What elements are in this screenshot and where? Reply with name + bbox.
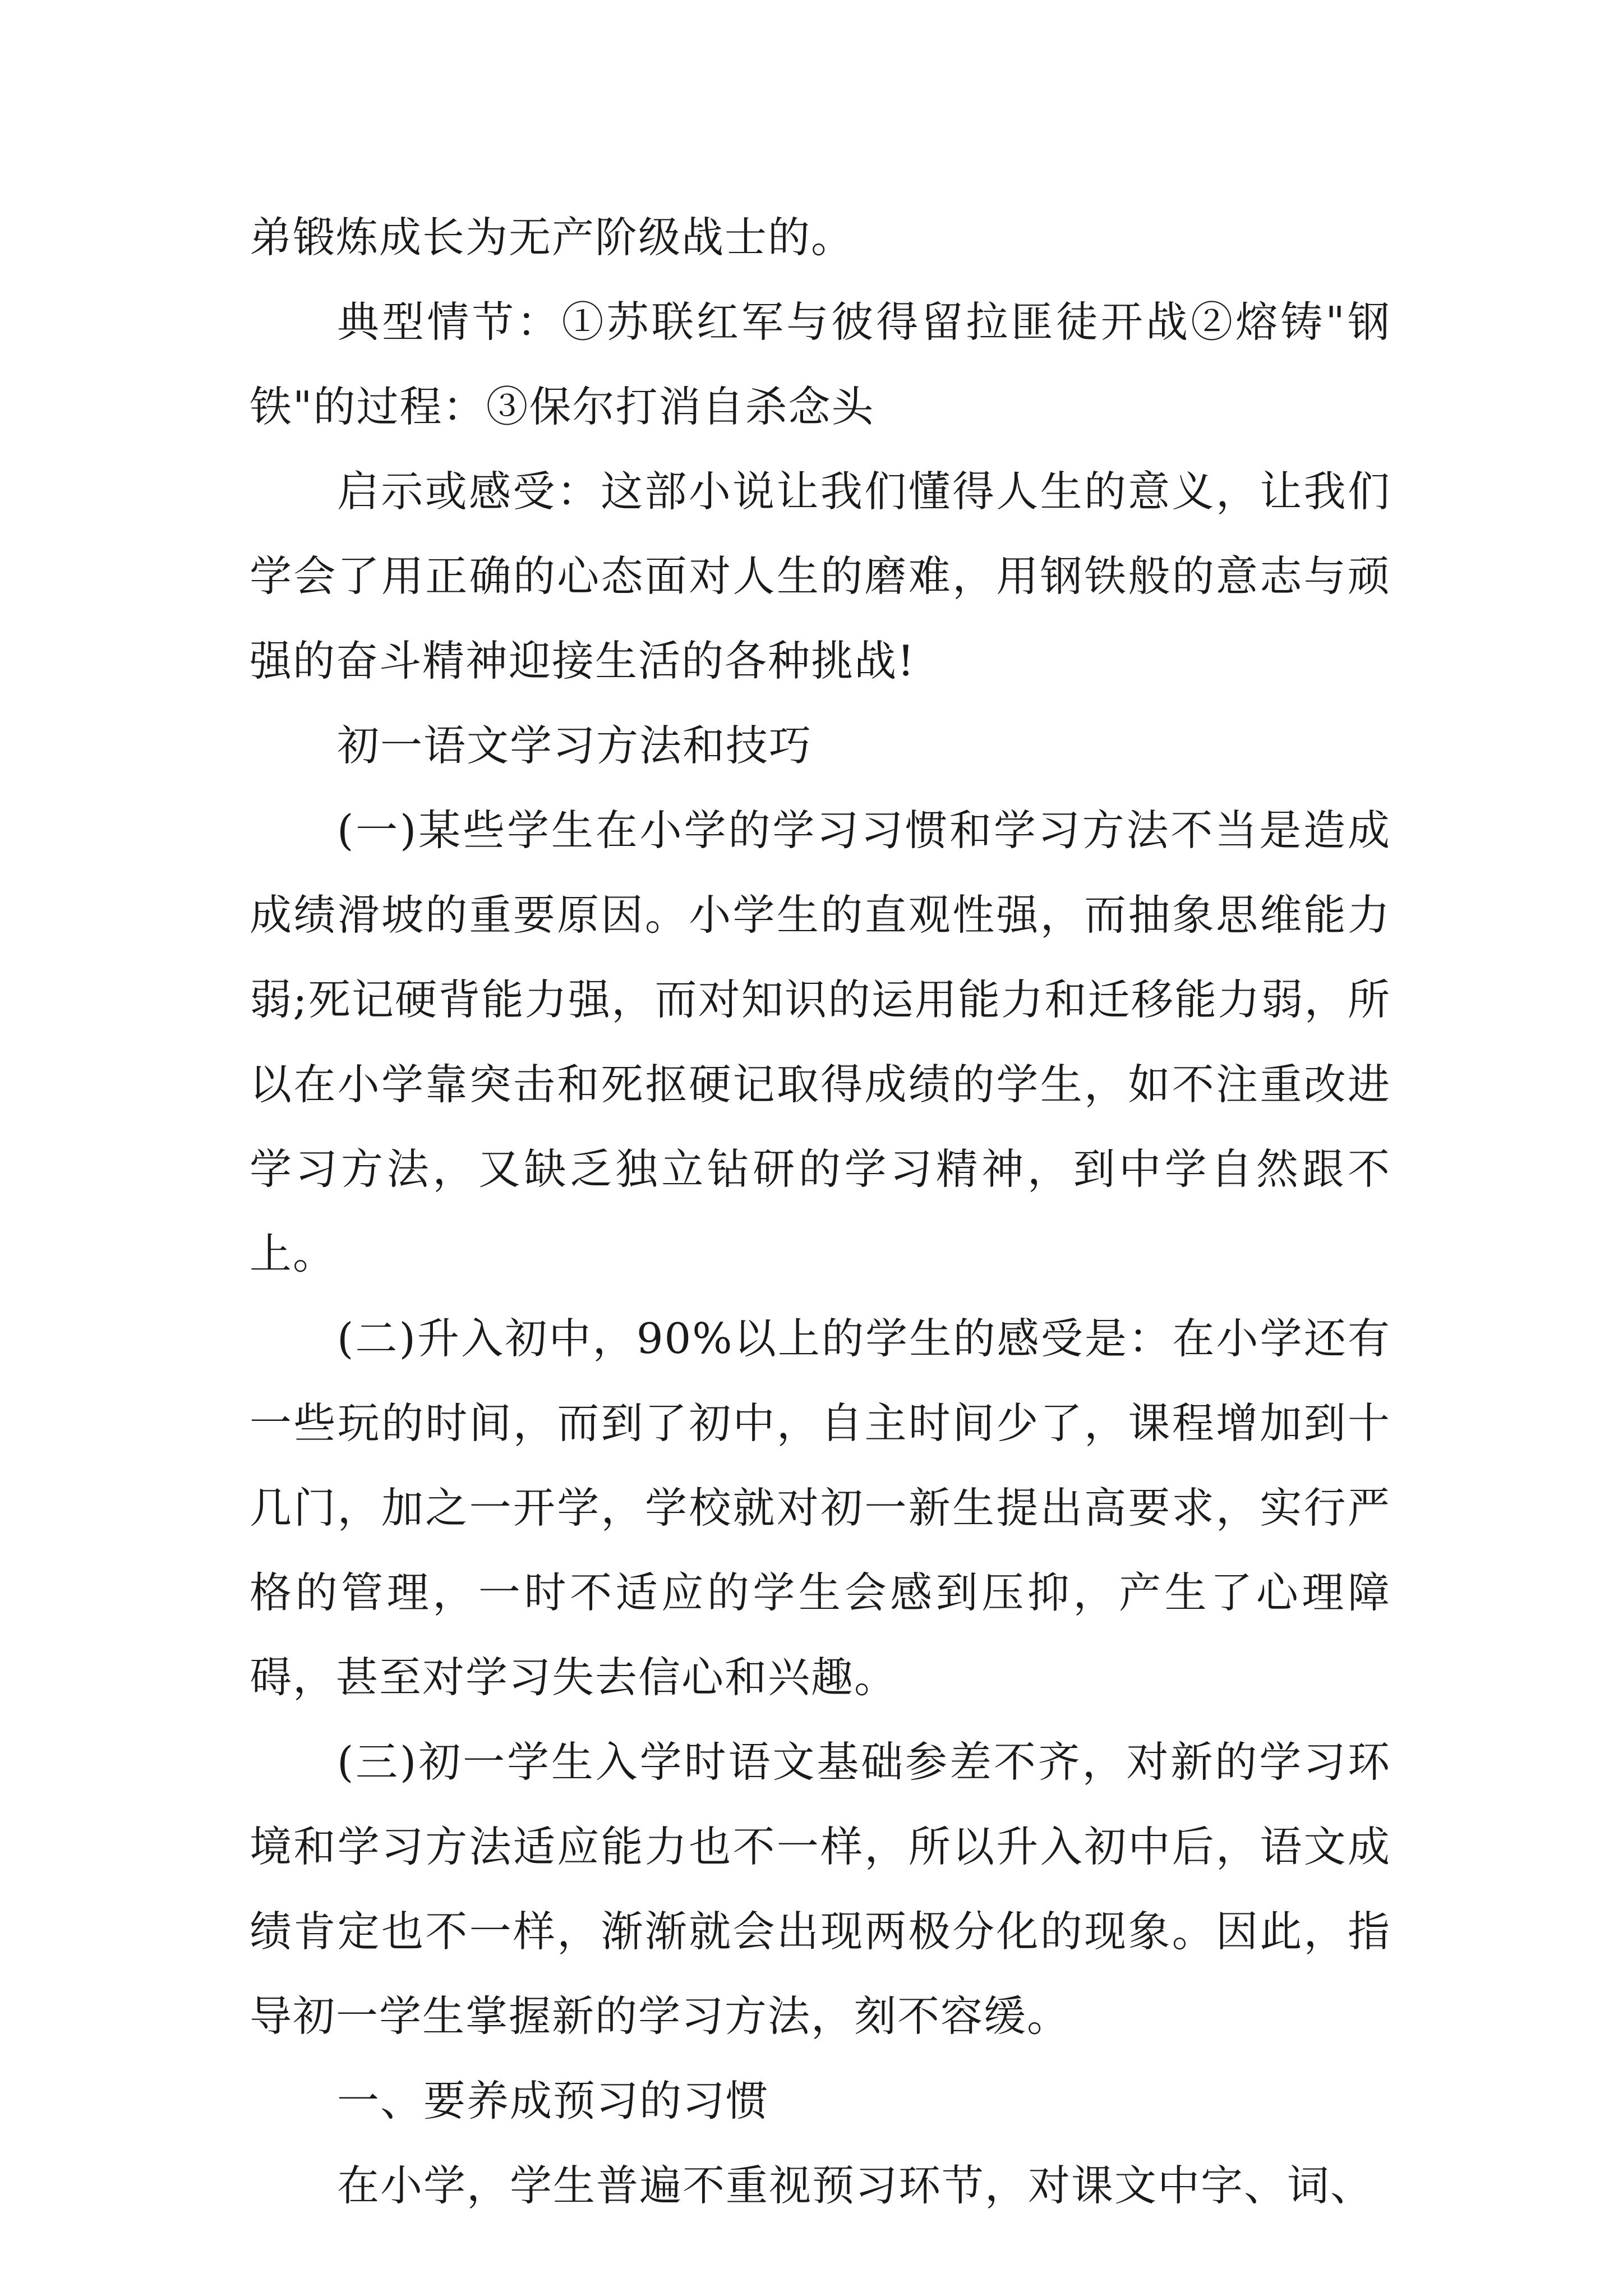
paragraph-6: (二)升入初中，90%以上的学生的感受是：在小学还有一些玩的时间，而到了初中，自主时间少了，课程增加到十几门，加之一开学，学校就对初一新生提出高要求，实行严格的管理，一时不适应的学生会感到压抑，产生了心理障碍，甚至对学习失去信心和兴趣。: [250, 1314, 1391, 1702]
paragraph-7: (三)初一学生入学时语文基础参差不齐，对新的学习环境和学习方法适应能力也不一样，所以升入初中后，语文成绩肯定也不一样，渐渐就会出现两极分化的现象。因此，指导初一学生掌握新的学习方法，刻不容缓。: [250, 1737, 1391, 2041]
paragraph-5: (一)某些学生在小学的学习习惯和学习方法不当是造成成绩滑坡的重要原因。小学生的直观性强，而抽象思维能力弱;死记硬背能力强，而对知识的运用能力和迁移能力弱，所以在小学靠突击和死抠硬记取得成绩的学生，如不注重改进学习方法，又缺乏独立钻研的学习精神，到中学自然跟不上。: [250, 806, 1391, 1278]
paragraph-3: 启示或感受：这部小说让我们懂得人生的意义，让我们学会了用正确的心态面对人生的磨难，用钢铁般的意志与顽强的奋斗精神迎接生活的各种挑战!: [250, 467, 1391, 685]
document-body: [250, 195, 1391, 2228]
section-heading-methods: 初一语文学习方法和技巧: [337, 721, 813, 770]
paragraph-2: 典型情节：①苏联红军与彼得留拉匪徒开战②熔铸"钢铁"的过程：③保尔打消自杀念头: [250, 297, 1391, 431]
paragraph-9: 在小学，学生普遍不重视预习环节，对课文中字、词、: [337, 2161, 1374, 2210]
section-heading-preview: 一、要养成预习的习惯: [337, 2076, 769, 2125]
paragraph-1: 弟锻炼成长为无产阶级战士的。: [250, 213, 855, 262]
